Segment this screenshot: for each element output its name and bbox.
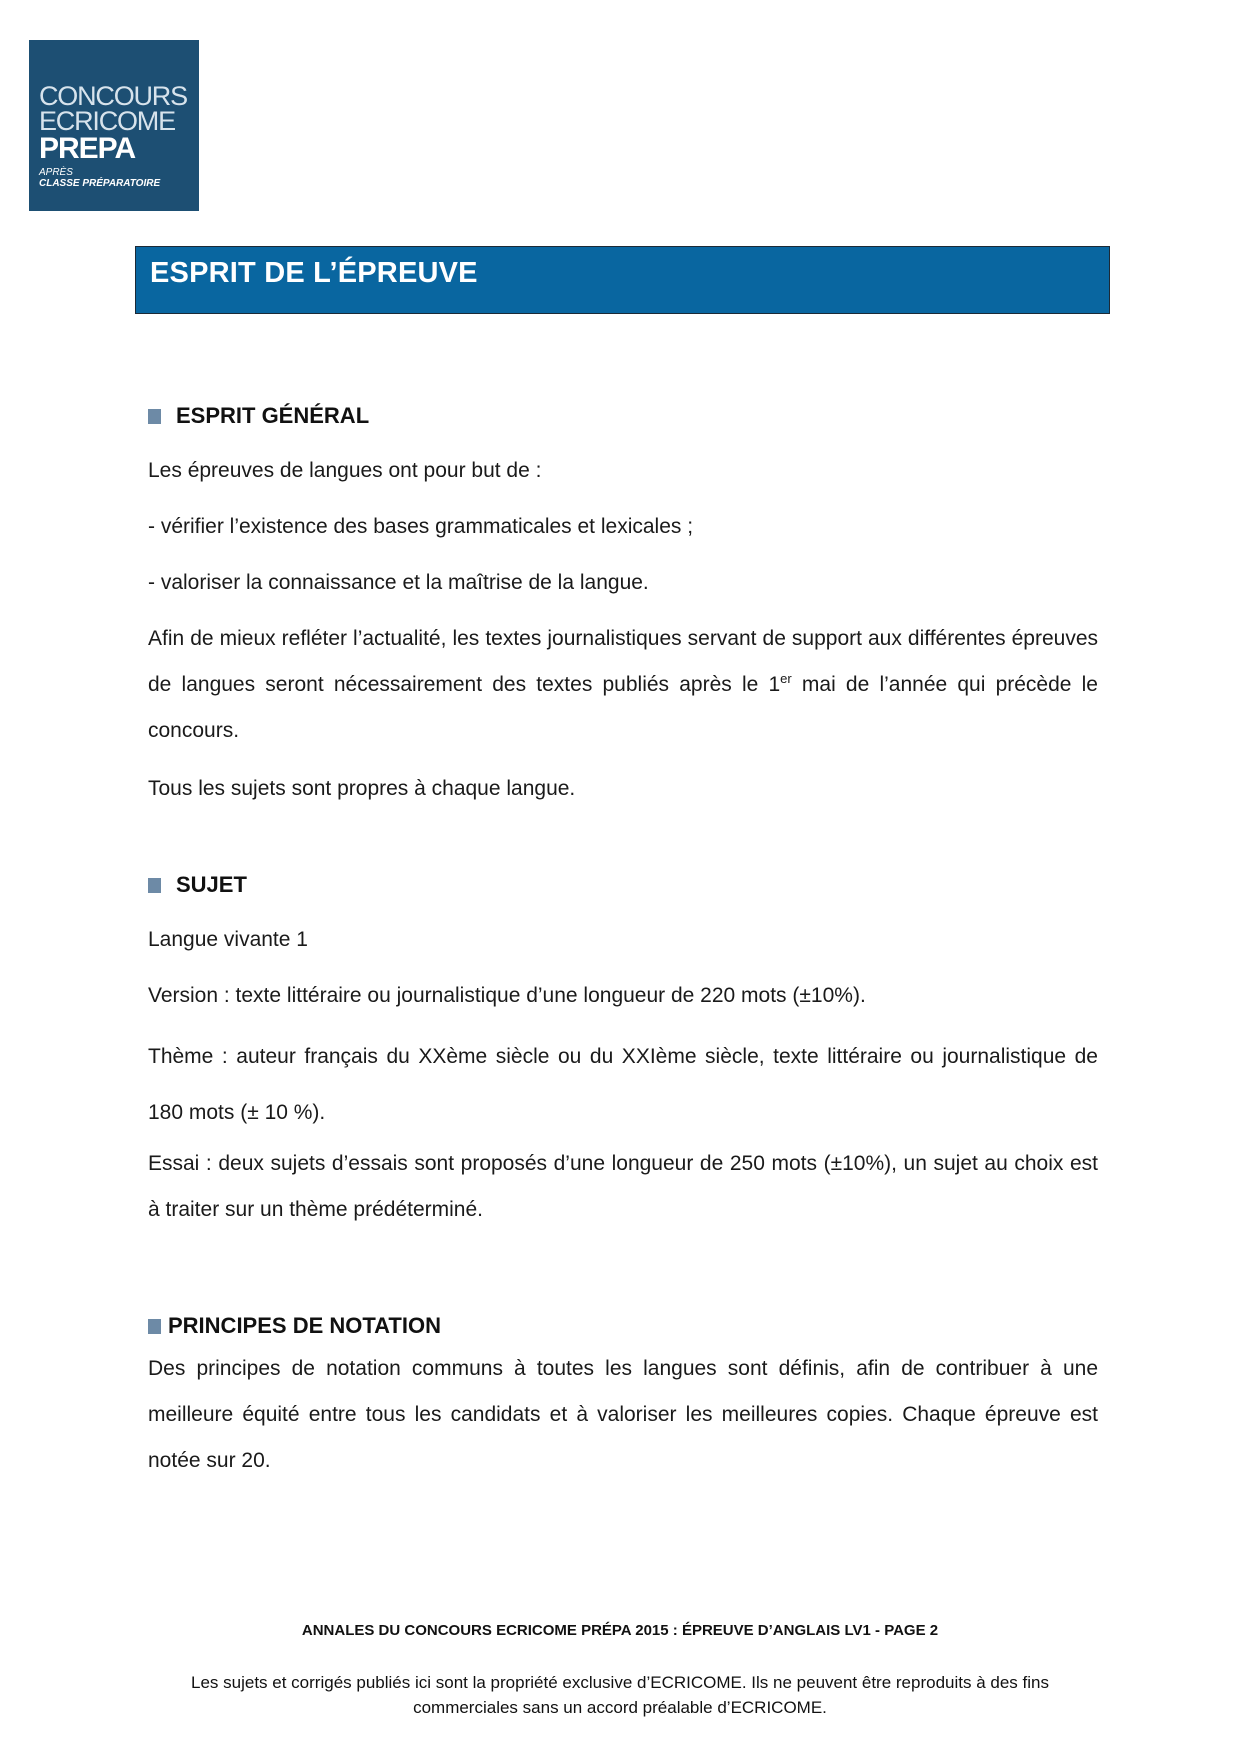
footer-copyright: Les sujets et corrigés publiés ici sont la propriété exclusive d’ECRICOME. Ils ne peuvent être reproduits à des fins commerciales sans un accord préalable d’ECRICOME.: [191, 1673, 1049, 1717]
section-heading-text: PRINCIPES DE NOTATION: [168, 1313, 441, 1338]
general-paragraph-2: - vérifier l’existence des bases grammaticales et lexicales ;: [148, 515, 694, 538]
section-heading-text: ESPRIT GÉNÉRAL: [176, 403, 370, 428]
page-title: ESPRIT DE L’ÉPREUVE: [150, 257, 478, 289]
logo-line-apres: APRÈS: [39, 167, 73, 178]
sujet-paragraph-1: Langue vivante 1: [148, 928, 308, 951]
section-heading-notation: [148, 1313, 441, 1339]
logo-line-concours: CONCOURS: [39, 81, 187, 111]
general-paragraph-4: [148, 616, 1098, 754]
general-paragraph-3: - valoriser la connaissance et la maîtrise de la langue.: [148, 571, 649, 594]
section-heading-sujet: [148, 872, 247, 898]
general-paragraph-4-before: Afin de mieux refléter l’actualité, les textes journalistiques servant de support aux différentes épreuves de langues seront nécessairement des textes publiés après le 1: [148, 627, 1098, 696]
title-banner: [135, 246, 1110, 314]
section-heading-text: SUJET: [176, 872, 247, 897]
section-heading-general: [148, 403, 369, 429]
general-paragraph-5: Tous les sujets sont propres à chaque langue.: [148, 777, 576, 800]
logo-line-classe: CLASSE PRÉPARATOIRE: [39, 178, 161, 189]
sujet-paragraph-4: Essai : deux sujets d’essais sont proposés d’une longueur de 250 mots (±10%), un sujet au choix est à traiter sur un thème prédéterminé.: [148, 1152, 1098, 1221]
square-bullet-icon: [148, 878, 161, 893]
sujet-paragraph-3: Thème : auteur français du XXème siècle ou du XXIème siècle, texte littéraire ou journalistique de 180 mots (± 10 %).: [148, 1045, 1098, 1124]
footer-page-info: ANNALES DU CONCOURS ECRICOME PRÉPA 2015 : ÉPREUVE D’ANGLAIS LV1 - PAGE 2: [301, 1622, 939, 1639]
logo-line-prepa: PREPA: [39, 132, 136, 165]
notation-paragraph-1: Des principes de notation communs à toutes les langues sont définis, afin de contribuer à une meilleure équité entre tous les candidats et à valoriser les meilleures copies. Chaque épreuve est notée sur 20.: [148, 1357, 1098, 1472]
sujet-paragraph-2: Version : texte littéraire ou journalistique d’une longueur de 220 mots (±10%).: [148, 984, 866, 1007]
square-bullet-icon: [148, 409, 161, 424]
general-paragraph-1: Les épreuves de langues ont pour but de :: [148, 459, 542, 482]
general-paragraph-4-after: mai de l’année qui précède le concours.: [148, 673, 1098, 742]
ecricome-logo: [29, 40, 199, 211]
square-bullet-icon: [148, 1319, 161, 1334]
general-paragraph-4-superscript: er: [780, 671, 792, 686]
logo-line-ecricome: ECRICOME: [39, 106, 175, 136]
